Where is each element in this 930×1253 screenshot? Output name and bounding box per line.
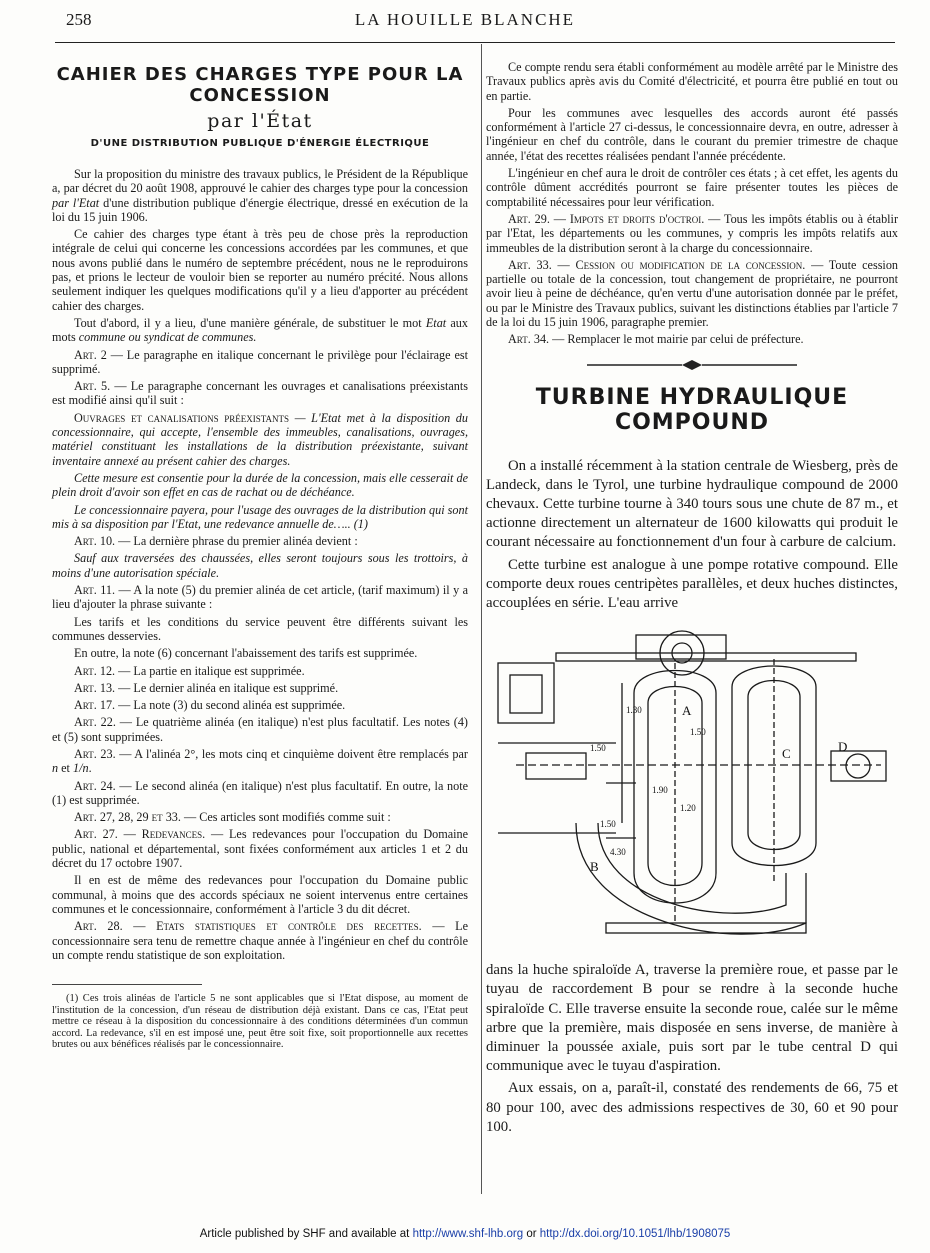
shf-link[interactable]: http://www.shf-lhb.org: [412, 1228, 524, 1240]
cahier-title: CAHIER DES CHARGES TYPE POUR LA CONCESSION: [56, 64, 464, 106]
label-d: D: [838, 739, 848, 755]
publication-footer: Article published by SHF and available at http://www.shf-lhb.org or http://dx.doi.org/10.1051/lhb/1908075: [199, 1228, 731, 1240]
paragraph: Aux essais, on a, paraît-il, constaté des rendements de 66, 75 et 80 pour 100, avec des admissions respectives de 30, 60 et 90 pour 100.: [486, 1080, 898, 1135]
label-b: B: [590, 859, 599, 875]
article-24: Art. 24. — Le second alinéa (en italique) n'est plus facultatif. En outre, la note (1) est supprimée.: [52, 778, 468, 807]
dimension-label: 1.50: [600, 819, 616, 830]
dimension-label: 1.50: [690, 727, 706, 738]
article-23: Art. 23. — A l'alinéa 2°, les mots cinq et cinquième doivent être remplacés par n et 1/n.: [52, 746, 468, 776]
article-10-text: Sauf aux traversées des chaussées, elles seront toujours sous les trottoirs, à moins d'une autorisation spéciale.: [52, 551, 468, 580]
paragraph: On a installé récemment à la station centrale de Wiesberg, près de Landeck, dans le Tyrol, une turbine hydraulique compound de 2000 chevaux. Cette turbine tourne à 340 tours sous une chute de 87 m., et actionne directement un alternateur de 1600 kilowatts qui produit le courant nécessaire au fonctionnement d'un four à carbure de calcium.: [486, 457, 898, 551]
turbine-figure: [486, 623, 898, 953]
article-28: Art. 28. — Etats statistiques et contrôle des recettes. — Le concessionnaire sera tenu de remettre chaque année à l'ingénieur en chef du contrôle un compte rendu statistique de son exploitation.: [52, 919, 468, 962]
article-13: Art. 13. — Le dernier alinéa en italique est supprimé.: [74, 680, 339, 695]
header-rule: [55, 42, 895, 43]
dimension-label: 1.20: [680, 803, 696, 814]
article-29: Art. 29. — Impots et droits d'octroi. — Tous les impôts établis ou à établir par l'Etat, les départements ou les communes, y compris les impôts relatifs aux immeubles de la distribution seront à la charge du concessionnaire.: [486, 211, 898, 255]
turbine-drawing: [486, 623, 898, 953]
article-11-text: Les tarifs et les conditions du service peuvent être différents suivant les communes desservies.: [52, 614, 468, 643]
running-header: [0, 8, 930, 36]
page-number: 258: [66, 10, 92, 29]
article-11: Art. 11. — A la note (5) du premier alinéa de cet article, (tarif maximum) il y a lieu d'ajouter la phrase suivante :: [52, 583, 469, 612]
paragraph: Pour les communes avec lesquelles des accords auront été passés conformément à l'article 27 ci-dessus, le concessionnaire devra, en outre, adresser à l'ingénieur en chef du contrôle, dans le courant du premier trimestre de chaque année, l'état des recettes réalisées pendant l'année précédente.: [486, 105, 898, 163]
article-33: Art. 33. — Cession ou modification de la concession. — Toute cession partielle ou totale de la concession, tout changement de propriétaire, ne pourront avoir lieu à peine de déchéance, qu'en vertu d'une autorisation donnée par le préfet, ou par le Ministre des Travaux publics, suivant les distinctions établies par l'article 7 de la loi du 15 juin 1906, paragraphe premier.: [486, 257, 899, 330]
journal-title: LA HOUILLE BLANCHE: [354, 10, 576, 29]
article-5-text: Ouvrages et canalisations préexistants — L'Etat met à la disposition du concessionnaire, qui accepte, l'ensemble des immeubles, canalisations, ouvrages, matériel constituant les installations de la distribution préexistante, suivant inventaire annexé au présent cahier des charges.: [52, 410, 468, 468]
doi-link[interactable]: http://dx.doi.org/10.1051/lhb/1908075: [539, 1228, 731, 1240]
article-22: Art. 22. — Le quatrième alinéa (en italique) n'est plus facultatif. Les notes (4) et (5) sont supprimées.: [52, 715, 468, 744]
label-a: A: [682, 703, 692, 719]
ornament-rule-icon: [582, 359, 802, 371]
article-17: Art. 17. — La note (3) du second alinéa est supprimée.: [74, 698, 346, 713]
article-5-text: Cette mesure est consentie pour la durée de la concession, mais elle cesserait de plein droit d'avoir son effet en cas de rachat ou de déchéance.: [52, 470, 468, 500]
dimension-label: 1.30: [626, 705, 642, 716]
article-27: Art. 27. — Redevances. — Les redevances pour l'occupation du Domaine public, national et départemental, sont fixées conformément aux articles 1 et 2 du décret du 17 octobre 1907.: [52, 827, 469, 871]
footnote-rule: [52, 984, 202, 985]
article-34: Art. 34. — Remplacer le mot mairie par celui de préfecture.: [508, 332, 804, 347]
left-column: [52, 60, 468, 1051]
right-column: [486, 60, 898, 1140]
turbine-title: TURBINE HYDRAULIQUE COMPOUND: [535, 384, 849, 435]
cahier-subtitle: par l'État: [207, 110, 313, 132]
cahier-subsubtitle: D'UNE DISTRIBUTION PUBLIQUE D'ÉNERGIE ÉLECTRIQUE: [90, 138, 430, 149]
article-27-text: Il en est de même des redevances pour l'occupation du Domaine public communal, à moins que des accords spéciaux ne soient intervenus entre certaines communes et le concessionnaire, conformément à l'article 3 du dit décret.: [52, 873, 468, 916]
articles-27-33: Art. 27, 28, 29 et 33. — Ces articles sont modifiés comme suit :: [74, 810, 391, 825]
dimension-label: 1.90: [652, 785, 668, 796]
article-2: Art. 2 — Le paragraphe en italique concernant le privilège pour l'éclairage est supprimé.: [52, 347, 468, 376]
paragraph: Tout d'abord, il y a lieu, d'une manière générale, de substituer le mot Etat aux mots commune ou syndicat de communes.: [52, 315, 468, 345]
paragraph: L'ingénieur en chef aura le droit de contrôler ces états ; à cet effet, les agents du contrôle dûment accrédités pourront se faire présenter toutes les pièces de comptabilité nécessaires pour leur vérification.: [486, 166, 898, 209]
paragraph: Ce compte rendu sera établi conformément au modèle arrêté par le Ministre des Travaux publics après avis du Comité d'électricité, et pourra être publié en tout ou en partie.: [486, 60, 898, 103]
article-10: Art. 10. — La dernière phrase du premier alinéa devient :: [74, 534, 358, 549]
label-c: C: [782, 746, 791, 762]
paragraph: dans la huche spiraloïde A, traverse la première roue, et passe par le tuyau de raccordement B pour se rendre à la seconde huche spiraloïde C. Elle traverse ensuite la seconde roue, calée sur le même arbre que la première, mais disposée en sens inverse, de manière à diminuer la poussée axiale, puis sort par le tube central D qui communique avec le tuyau d'aspiration.: [486, 962, 898, 1075]
paragraph: Cette turbine est analogue à une pompe rotative compound. Elle comporte deux roues centripètes parallèles, et deux huches distinctes, accouplées en série. L'eau arrive: [486, 556, 898, 612]
article-5-text: Le concessionnaire payera, pour l'usage des ouvrages de la distribution qui sont mis à sa disposition par l'Etat, une redevance annuelle de….. (1): [52, 502, 468, 531]
paragraph: Ce cahier des charges type étant à très peu de chose près la reproduction intégrale de celui qui concerne les concessions accordées par les communes, et que nous avons publié dans le numéro de septembre précédent, nous ne le reproduirons pas, et prions le lecteur de vouloir bien se reporter au numéro précité. Nous allons seulement indiquer les quelques modifications qu'il y a lieu d'apporter au précédent cahier des charges.: [52, 227, 468, 313]
dimension-label: 1.50: [590, 743, 606, 754]
dimension-label: 4.30: [610, 847, 626, 858]
section-ornament: [486, 359, 898, 375]
article-11-text: En outre, la note (6) concernant l'abaissement des tarifs est supprimée.: [74, 646, 418, 661]
intro-paragraph: Sur la proposition du ministre des travaux publics, le Président de la République a, par décret du 20 août 1908, approuvé le cahier des charges type pour la concession par l'Etat d'une distribution publique d'énergie électrique, dressé en exécution de la loi du 15 juin 1906.: [52, 167, 469, 224]
turbine-article: [486, 457, 898, 1137]
column-divider: [481, 44, 482, 1194]
footnote: (1) Ces trois alinéas de l'article 5 ne sont applicables que si l'Etat dispose, au moment de l'institution de la concession, d'un réseau de distribution déjà existant. Dans ce cas, l'Etat peut mettre ce réseau à la disposition du concessionnaire à des conditions déterminées d'un commun accord. La redevance, s'il en est imposé une, peut être soit fixe, soit proportionnelle aux recettes brutes ou aux bénéfices réalisés par le concessionnaire.: [52, 993, 468, 1051]
article-12: Art. 12. — La partie en italique est supprimée.: [74, 663, 305, 678]
article-5: Art. 5. — Le paragraphe concernant les ouvrages et canalisations préexistants est modifié ainsi qu'il suit :: [52, 379, 469, 408]
